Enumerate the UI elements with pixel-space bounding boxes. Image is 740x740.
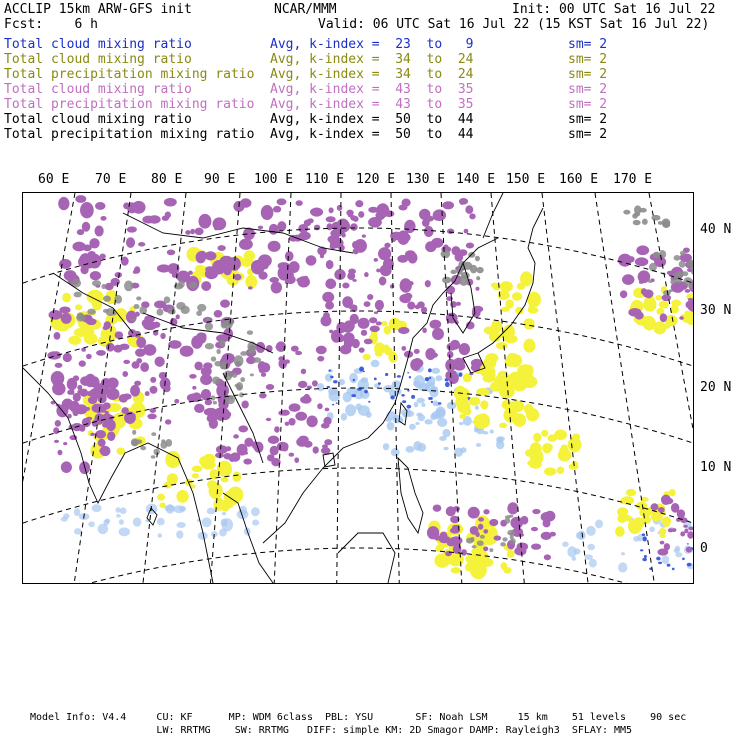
latitude-label: 30 N (700, 303, 732, 318)
init-time: Init: 00 UTC Sat 16 Jul 22 (512, 2, 716, 17)
longitude-label: 140 E (456, 172, 496, 187)
plot-title: ACCLIP 15km ARW-GFS init (4, 2, 192, 17)
parallel-line (23, 468, 693, 523)
latitude-label: 10 N (700, 460, 732, 475)
legend-field-name: Total precipitation mixing ratio (4, 67, 255, 82)
map-panel (22, 192, 694, 584)
cloud-fields (47, 195, 693, 579)
legend-avg-range: Avg, k-index = 43 to 35 (270, 97, 474, 112)
legend-avg-range: Avg, k-index = 23 to 9 (270, 37, 474, 52)
legend-avg-range: Avg, k-index = 34 to 24 (270, 67, 474, 82)
legend-field-name: Total cloud mixing ratio (4, 37, 192, 52)
forecast-hour: Fcst: 6 h (4, 17, 98, 32)
model-info-line1: Model Info: V4.4 CU: KF MP: WDM 6class PBL: YSU SF: Noah LSM 15 km 51 levels 90 sec (30, 712, 687, 723)
longitude-label: 130 E (406, 172, 446, 187)
longitude-label: 70 E (95, 172, 127, 187)
legend-field-name: Total precipitation mixing ratio (4, 97, 255, 112)
legend-smoothing: sm= 2 (568, 112, 608, 127)
longitude-label: 120 E (356, 172, 396, 187)
coastline-segment (398, 458, 423, 533)
legend-field-name: Total precipitation mixing ratio (4, 127, 255, 142)
legend-smoothing: sm= 2 (568, 127, 608, 142)
legend-smoothing: sm= 2 (568, 97, 608, 112)
longitude-label: 160 E (559, 172, 599, 187)
latitude-label: 40 N (700, 222, 732, 237)
institution-label: NCAR/MMM (274, 2, 337, 17)
longitude-label: 80 E (151, 172, 183, 187)
cloud-cluster (209, 341, 333, 466)
cloud-cluster (562, 513, 693, 572)
longitude-label: 170 E (613, 172, 653, 187)
legend-avg-range: Avg, k-index = 43 to 35 (270, 82, 474, 97)
longitude-label: 60 E (38, 172, 70, 187)
legend-smoothing: sm= 2 (568, 67, 608, 82)
legend-smoothing: sm= 2 (568, 37, 608, 52)
legend-avg-range: Avg, k-index = 34 to 24 (270, 52, 474, 67)
legend-avg-range: Avg, k-index = 50 to 44 (270, 127, 474, 142)
legend-field-name: Total cloud mixing ratio (4, 112, 192, 127)
legend-smoothing: sm= 2 (568, 52, 608, 67)
map-canvas (23, 193, 693, 583)
longitude-label: 110 E (305, 172, 345, 187)
cloud-cluster (320, 292, 383, 355)
cloud-cluster (623, 205, 670, 228)
cloud-cluster (61, 504, 260, 540)
meridian-line (337, 193, 341, 583)
legend-avg-range: Avg, k-index = 50 to 44 (270, 112, 474, 127)
parallel-line (23, 228, 693, 283)
meridian-line (23, 193, 75, 583)
coastline-segment (338, 533, 395, 583)
latitude-label: 20 N (700, 380, 732, 395)
coastline-segment (323, 453, 335, 467)
longitude-label: 100 E (254, 172, 294, 187)
latitude-label: 0 (700, 541, 708, 556)
meridian-line (274, 193, 291, 583)
cloud-cluster (332, 198, 476, 293)
longitude-label: 90 E (204, 172, 236, 187)
valid-time: Valid: 06 UTC Sat 16 Jul 22 (15 KST Sat 16 Jul 22) (318, 17, 710, 32)
legend-smoothing: sm= 2 (568, 82, 608, 97)
model-info-line2: LW: RRTMG SW: RRTMG DIFF: simple KM: 2D Smagor DAMP: Rayleigh3 SFLAY: MM5 (30, 725, 633, 736)
legend-field-name: Total cloud mixing ratio (4, 82, 192, 97)
longitude-label: 150 E (506, 172, 546, 187)
legend-field-name: Total cloud mixing ratio (4, 52, 192, 67)
